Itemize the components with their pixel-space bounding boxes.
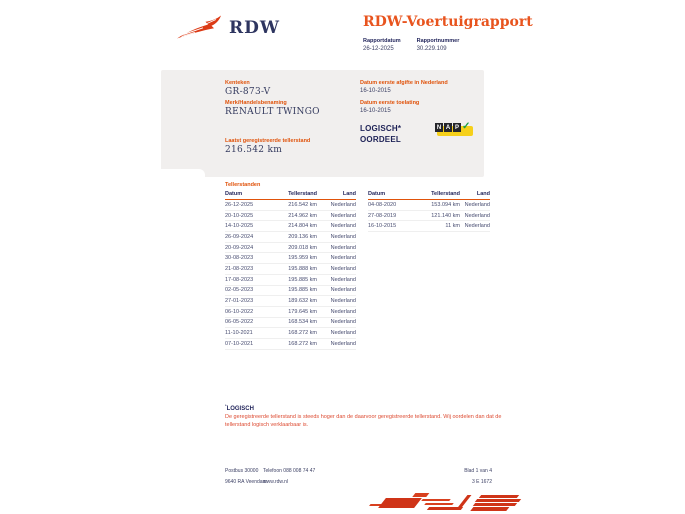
cell-land: Nederland xyxy=(330,308,356,315)
nap-logo xyxy=(435,123,477,138)
report-date-value: 26-12-2025 xyxy=(363,46,394,52)
graphic-bar xyxy=(475,499,521,502)
column-header-land: Land xyxy=(342,191,356,197)
cell-land: Nederland xyxy=(330,287,356,294)
footer-form-code: 3 E 1672 xyxy=(471,479,492,485)
cell-land: Nederland xyxy=(330,233,356,240)
cell-datum: 27-08-2019 xyxy=(368,212,397,219)
cell-datum: 27-01-2023 xyxy=(225,298,254,305)
cell-datum: 20-09-2024 xyxy=(225,244,254,251)
cell-tellerstand: 168.272 km xyxy=(288,340,317,347)
cell-land: Nederland xyxy=(330,298,356,305)
cell-land: Nederland xyxy=(464,223,490,230)
cell-datum: 06-10-2022 xyxy=(225,308,254,315)
cell-tellerstand: 195.888 km xyxy=(288,265,317,272)
footer-address-line2: 9640 RA Veendam xyxy=(225,479,267,485)
table-row xyxy=(225,221,356,232)
table-row xyxy=(225,275,356,286)
cell-land: Nederland xyxy=(464,201,490,208)
table-row xyxy=(225,243,356,254)
footer-page-number: Blad 1 van 4 xyxy=(464,468,492,474)
cell-tellerstand: 195.959 km xyxy=(288,255,317,262)
cell-land: Nederland xyxy=(330,223,356,230)
table-body xyxy=(368,200,490,232)
table-row xyxy=(225,200,356,211)
table-row xyxy=(368,221,490,232)
cell-land: Nederland xyxy=(330,201,356,208)
cell-datum: 26-09-2024 xyxy=(225,233,254,240)
nap-letter-n: N xyxy=(436,124,442,131)
cell-datum: 14-10-2025 xyxy=(225,223,254,230)
footnote-title-text: LOGISCH xyxy=(226,406,254,412)
nap-letter-a: A xyxy=(445,124,451,131)
cell-tellerstand: 209.136 km xyxy=(288,233,317,240)
footer-address xyxy=(225,466,267,488)
graphic-bar xyxy=(424,503,454,505)
column-header-tellerstand: Tellerstand xyxy=(431,191,460,197)
rdw-speedmark-graphic xyxy=(368,486,528,513)
cell-datum: 20-10-2025 xyxy=(225,212,254,219)
cell-datum: 11-10-2021 xyxy=(225,330,253,337)
oordeel-verdict xyxy=(360,123,401,145)
cell-datum: 04-08-2020 xyxy=(368,201,397,208)
nap-letter-p: P xyxy=(454,124,459,131)
eerste-toelating-value: 16-10-2015 xyxy=(360,108,391,114)
table-row xyxy=(225,296,356,307)
cell-land: Nederland xyxy=(330,212,356,219)
nap-checkmark-icon: ✓ xyxy=(462,121,471,132)
footer-website: www.rdw.nl xyxy=(263,479,289,485)
footer-page-info xyxy=(410,466,492,488)
cell-land: Nederland xyxy=(330,340,356,347)
oordeel-line1: LOGISCH* xyxy=(360,124,402,133)
column-header-tellerstand: Tellerstand xyxy=(288,191,317,197)
eerste-afgifte-value: 16-10-2015 xyxy=(360,88,391,94)
graphic-bar xyxy=(457,495,472,509)
footer-phone: Telefoon 088 008 74 47 xyxy=(263,468,316,474)
cell-datum: 07-10-2021 xyxy=(225,340,254,347)
footnote-asterisk: * xyxy=(225,403,227,408)
cell-land: Nederland xyxy=(464,212,490,219)
report-meta xyxy=(363,38,459,52)
cell-tellerstand: 214.962 km xyxy=(288,212,317,219)
report-date-group xyxy=(363,38,401,52)
footnote-title xyxy=(225,403,254,412)
column-header-datum: Datum xyxy=(368,191,386,197)
table-body xyxy=(225,200,356,350)
vehicle-summary-panel xyxy=(161,70,484,177)
column-header-land: Land xyxy=(476,191,490,197)
column-header-datum: Datum xyxy=(225,191,243,197)
cell-land: Nederland xyxy=(330,276,356,283)
cell-tellerstand: 168.534 km xyxy=(288,319,317,326)
page-title: RDW-Voertuigrapport xyxy=(363,14,533,30)
table-row xyxy=(225,307,356,318)
table-row xyxy=(225,264,356,275)
cell-tellerstand: 153.094 km xyxy=(431,201,460,208)
cell-land: Nederland xyxy=(330,330,356,337)
cell-datum: 16-10-2015 xyxy=(368,223,397,230)
cell-datum: 26-12-2025 xyxy=(225,201,254,208)
panel-corner-notch xyxy=(161,169,205,177)
table-row xyxy=(225,318,356,329)
cell-tellerstand: 195.885 km xyxy=(288,287,317,294)
oordeel-line2: OORDEEL xyxy=(360,135,401,144)
nap-letter-boxes xyxy=(435,123,461,132)
rdw-logo xyxy=(176,14,280,41)
cell-tellerstand: 195.885 km xyxy=(288,276,317,283)
tellerstanden-table-left xyxy=(225,191,356,350)
graphic-bar xyxy=(413,493,430,497)
cell-land: Nederland xyxy=(330,244,356,251)
merk-label: Merk/Handelsbenaming xyxy=(225,100,287,106)
cell-tellerstand: 11 km xyxy=(445,223,460,230)
graphic-bar xyxy=(471,507,510,511)
tellerstanden-table-right xyxy=(368,191,490,232)
table-row xyxy=(368,200,490,211)
table-row xyxy=(368,211,490,222)
kenteken-value: GR-873-V xyxy=(225,87,271,97)
cell-tellerstand: 214.804 km xyxy=(288,223,317,230)
cell-land: Nederland xyxy=(330,319,356,326)
cell-tellerstand: 189.632 km xyxy=(288,298,317,305)
table-row xyxy=(225,286,356,297)
table-row xyxy=(225,232,356,243)
cell-tellerstand: 209.018 km xyxy=(288,244,317,251)
cell-land: Nederland xyxy=(330,255,356,262)
rdw-wordmark: RDW xyxy=(229,17,280,38)
report-number-value: 30.229.109 xyxy=(416,46,447,52)
graphic-bar xyxy=(421,499,451,501)
merk-value: RENAULT TWINGO xyxy=(225,107,320,117)
cell-land: Nederland xyxy=(330,265,356,272)
table-row xyxy=(225,328,356,339)
graphic-bar xyxy=(473,503,517,506)
report-number-label: Rapportnummer xyxy=(416,38,460,44)
graphic-bar xyxy=(479,495,519,498)
cell-datum: 06-05-2022 xyxy=(225,319,254,326)
laatste-tellerstand-value: 216.542 km xyxy=(225,145,283,155)
rdw-eagle-icon xyxy=(176,14,222,41)
footer-contact xyxy=(263,466,315,488)
cell-datum: 21-08-2023 xyxy=(225,265,254,272)
cell-datum: 02-05-2023 xyxy=(225,287,254,294)
cell-datum: 30-08-2023 xyxy=(225,255,254,262)
laatste-tellerstand-label: Laatst geregistreerde tellerstand xyxy=(225,138,311,144)
table-header xyxy=(368,191,490,200)
kenteken-label: Kenteken xyxy=(225,80,250,86)
graphic-bar xyxy=(378,498,422,508)
report-date-label: Rapportdatum xyxy=(363,38,401,44)
table-header xyxy=(225,191,356,200)
eerste-toelating-label: Datum eerste toelating xyxy=(360,100,420,106)
tellerstanden-section-label: Tellerstanden xyxy=(225,182,261,188)
table-row xyxy=(225,211,356,222)
cell-tellerstand: 179.645 km xyxy=(288,308,317,315)
footer-address-line1: Postbus 30000 xyxy=(225,468,259,474)
table-row xyxy=(225,339,356,350)
report-number-group xyxy=(417,38,460,52)
cell-tellerstand: 216.542 km xyxy=(288,201,317,208)
cell-tellerstand: 168.272 km xyxy=(288,330,317,337)
cell-tellerstand: 121.140 km xyxy=(431,212,460,219)
eerste-afgifte-label: Datum eerste afgifte in Nederland xyxy=(360,80,448,86)
table-row xyxy=(225,253,356,264)
cell-datum: 17-08-2023 xyxy=(225,276,254,283)
footnote-text: De geregistreerde tellerstand is steeds hoger dan de daarvoor geregistreerde tellerstand. Wij oordelen dan dat de tellerstand logisch verklaarbaar is. xyxy=(225,414,502,428)
